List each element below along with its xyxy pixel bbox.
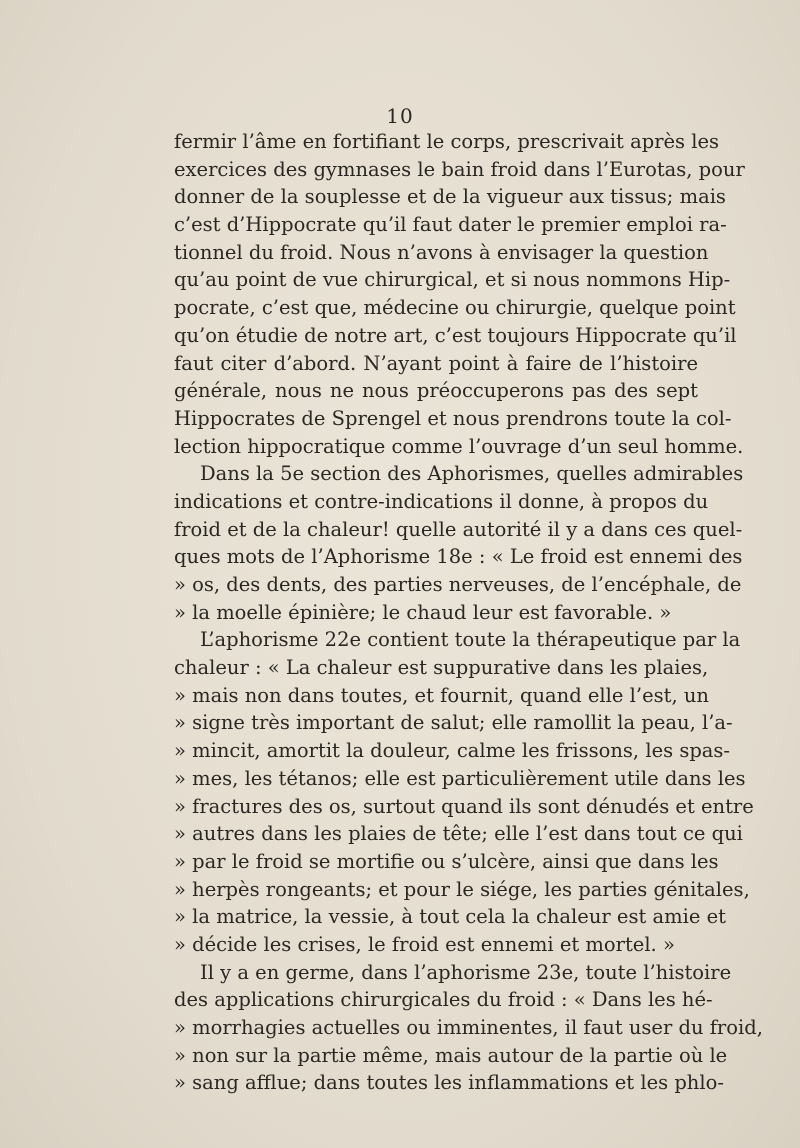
text-line: tionnel du froid. Nous n’avons à envisager la question (174, 240, 709, 264)
text-line: indications et contre-indications il donne, à propos du (174, 489, 709, 513)
body-text (174, 128, 763, 1097)
text-line: » non sur la partie même, mais autour de la partie où le (174, 1043, 728, 1067)
text-line: Hippocrates de Sprengel et nous prendrons toute la col- (174, 406, 732, 430)
text-line: exercices des gymnases le bain froid dans l’Eurotas, pour (174, 157, 745, 181)
text-line: c’est d’Hippocrate qu’il faut dater le premier emploi ra- (174, 213, 727, 237)
text-line: froid et de la chaleur! quelle autorité il y a dans ces quel- (174, 517, 743, 541)
text-line: » la moelle épinière; le chaud leur est favorable. » (174, 600, 672, 624)
text-line: » herpès rongeants; et pour le siége, les parties génitales, (174, 877, 750, 901)
text-line: ques mots de l’Aphorisme 18e : « Le froid est ennemi des (174, 545, 743, 569)
text-line: » mincit, amortit la douleur, calme les frissons, les spas- (174, 739, 731, 763)
text-line: lection hippocratique comme l’ouvrage d’un seul homme. (174, 434, 744, 458)
text-line: » mes, les tétanos; elle est particulièrement utile dans les (174, 766, 746, 790)
text-line: chaleur : « La chaleur est suppurative dans les plaies, (174, 656, 709, 680)
text-line: » os, des dents, des parties nerveuses, de l’encéphale, de (174, 573, 742, 596)
text-line: » mais non dans toutes, et fournit, quand elle l’est, un (174, 683, 709, 707)
text-line: » morrhagies actuelles ou imminentes, il faut user du froid, (174, 1016, 763, 1039)
text-line: L’aphorisme 22e contient toute la thérapeutique par la (200, 628, 741, 652)
text-line: qu’on étudie de notre art, c’est toujours Hippocrate qu’il (174, 323, 737, 347)
text-line: » signe très important de salut; elle ramollit la peau, l’a- (174, 711, 733, 735)
text-line: » la matrice, la vessie, à tout cela la chaleur est amie et (174, 905, 726, 929)
text-line: qu’au point de vue chirurgical, et si nous nommons Hip- (174, 268, 731, 292)
text-line: donner de la souplesse et de la vigueur aux tissus; mais (174, 185, 726, 209)
text-line: Il y a en germe, dans l’aphorisme 23e, toute l’histoire (200, 960, 732, 984)
text-line: » sang afflue; dans toutes les inflammations et les phlo- (174, 1071, 724, 1095)
text-line: faut citer d’abord. N’ayant point à faire de l’histoire (174, 351, 698, 375)
text-line: Dans la 5e section des Aphorismes, quelles admirables (200, 462, 744, 486)
text-line: générale, nous ne nous préoccuperons pas des sept (174, 379, 698, 403)
text-line: » autres dans les plaies de tête; elle l’est dans tout ce qui (174, 822, 743, 846)
text-line: des applications chirurgicales du froid : « Dans les hé- (174, 988, 713, 1012)
text-line: » par le froid se mortifie ou s’ulcère, ainsi que dans les (174, 849, 719, 873)
text-line: fermir l’âme en fortifiant le corps, prescrivait après les (174, 130, 720, 153)
text-line: » décide les crises, le froid est ennemi et mortel. » (174, 932, 675, 956)
text-line: pocrate, c’est que, médecine ou chirurgie, quelque point (174, 296, 736, 320)
text-line: » fractures des os, surtout quand ils sont dénudés et entre (174, 794, 754, 818)
page-number: 10 (386, 104, 414, 128)
